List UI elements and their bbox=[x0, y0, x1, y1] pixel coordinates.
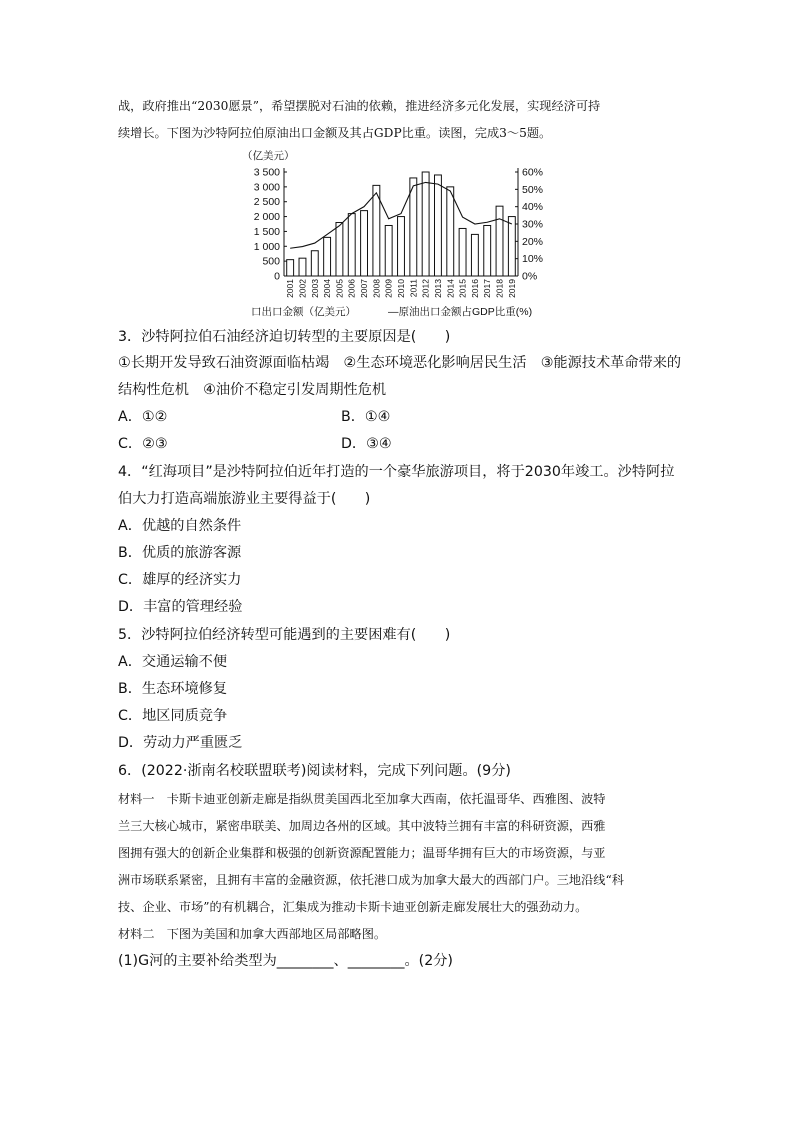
y-right-tick-label: 0% bbox=[522, 270, 538, 283]
q6-stem: 6．(2022·浙南名校联盟联考)阅读材料，完成下列问题。(9分) bbox=[118, 763, 511, 779]
export-bar-2012 bbox=[422, 172, 429, 276]
intro-line-2: 续增长。下图为沙特阿拉伯原油出口金额及其占GDP比重。读图，完成3～5题。 bbox=[118, 126, 552, 140]
export-bar-2006 bbox=[348, 214, 355, 276]
y-left-tick-label: 0 bbox=[274, 270, 280, 283]
x-tick-label: 2004 bbox=[322, 279, 333, 298]
export-bar-2018 bbox=[496, 206, 503, 276]
x-tick-label: 2006 bbox=[346, 279, 357, 298]
q5-option-b: B．生态环境修复 bbox=[118, 681, 228, 697]
y-right-tick-label: 10% bbox=[522, 253, 544, 266]
export-chart bbox=[238, 146, 558, 322]
export-bar-2015 bbox=[459, 228, 466, 276]
q3-option-a: A．①② bbox=[118, 409, 168, 425]
q3-stem: 3．沙特阿拉伯石油经济迫切转型的主要原因是( ) bbox=[118, 329, 451, 345]
q4-option-c: C．雄厚的经济实力 bbox=[118, 572, 242, 588]
q3-option-c: C．②③ bbox=[118, 436, 168, 452]
x-tick-label: 2010 bbox=[396, 279, 406, 298]
export-bar-2016 bbox=[471, 234, 478, 276]
x-tick-label: 2005 bbox=[334, 279, 345, 298]
export-bar-2003 bbox=[311, 251, 318, 276]
export-bar-2001 bbox=[287, 260, 294, 276]
legend-line-label: —原油出口金额占GDP比重(%) bbox=[388, 306, 533, 318]
material-2-line: 材料二 下图为美国和加拿大西部地区局部略图。 bbox=[118, 927, 387, 941]
material-1-line-1: 材料一 卡斯卡迪亚创新走廊是指纵贯美国西北至加拿大西南，依托温哥华、西雅图、波特 bbox=[118, 792, 606, 806]
q5-option-c: C．地区同质竞争 bbox=[118, 708, 228, 724]
x-tick-label: 2008 bbox=[371, 279, 382, 298]
export-bar-2013 bbox=[434, 175, 441, 276]
export-bar-2002 bbox=[299, 258, 306, 276]
x-tick-label: 2001 bbox=[285, 279, 296, 298]
y-left-tick-label: 3 500 bbox=[253, 166, 280, 179]
q5-stem: 5．沙特阿拉伯经济转型可能遇到的主要困难有( ) bbox=[118, 627, 451, 643]
chart-svg bbox=[238, 146, 558, 322]
material-1-line-5: 技、企业、市场”的有机耦合，汇集成为推动卡斯卡迪亚创新走廊发展壮大的强劲动力。 bbox=[118, 900, 588, 914]
x-tick-label: 2015 bbox=[457, 279, 468, 298]
y-left-tick-label: 3 000 bbox=[253, 181, 280, 194]
q5-option-a: A．交通运输不便 bbox=[118, 654, 228, 670]
x-tick-label: 2016 bbox=[469, 279, 480, 298]
x-tick-label: 2002 bbox=[297, 279, 308, 298]
x-tick-label: 2003 bbox=[309, 279, 320, 298]
export-bar-2010 bbox=[398, 217, 405, 276]
x-tick-label: 2013 bbox=[432, 279, 443, 298]
legend-bar-label: 口出口金额（亿美元） bbox=[251, 306, 356, 318]
export-bar-2014 bbox=[447, 187, 454, 276]
export-bar-2017 bbox=[484, 225, 491, 276]
y-left-unit: （亿美元） bbox=[242, 150, 295, 162]
q4-option-b: B．优质的旅游客源 bbox=[118, 545, 242, 561]
export-bar-2007 bbox=[361, 211, 368, 276]
x-tick-label: 2012 bbox=[420, 279, 431, 298]
q4-stem-line-2: 伯大力打造高端旅游业主要得益于( ) bbox=[118, 491, 371, 507]
x-tick-label: 2019 bbox=[506, 279, 517, 298]
x-tick-label: 2007 bbox=[359, 279, 370, 298]
x-tick-label: 2014 bbox=[445, 279, 456, 298]
y-left-tick-label: 1 500 bbox=[253, 225, 280, 238]
q6-sub-question-1: (1)G河的主要补给类型为________、________。(2分) bbox=[118, 953, 453, 969]
material-1-line-3: 图拥有强大的创新企业集群和极强的创新资源配置能力；温哥华拥有巨大的市场资源，与亚 bbox=[118, 846, 606, 860]
export-bar-2005 bbox=[336, 223, 343, 276]
y-right-tick-label: 50% bbox=[522, 183, 544, 196]
q3-options-line-2: 结构性危机 ④油价不稳定引发周期性危机 bbox=[118, 382, 387, 398]
export-bar-2009 bbox=[385, 225, 392, 276]
y-left-tick-label: 1 000 bbox=[253, 240, 280, 253]
y-left-tick-label: 500 bbox=[262, 255, 280, 268]
y-right-tick-label: 40% bbox=[522, 201, 544, 214]
q4-option-a: A．优越的自然条件 bbox=[118, 518, 242, 534]
x-tick-label: 2018 bbox=[494, 279, 505, 298]
x-tick-label: 2011 bbox=[408, 279, 419, 298]
y-left-tick-label: 2 500 bbox=[253, 196, 280, 209]
q5-option-d: D．劳动力严重匮乏 bbox=[118, 735, 243, 751]
q3-option-b: B．①④ bbox=[341, 409, 391, 425]
q3-options-line-1: ①长期开发导致石油资源面临枯竭 ②生态环境恶化影响居民生活 ③能源技术革命带来的 bbox=[118, 355, 682, 371]
q4-option-d: D．丰富的管理经验 bbox=[118, 599, 243, 615]
y-right-tick-label: 30% bbox=[522, 218, 544, 231]
y-right-tick-label: 20% bbox=[522, 235, 544, 248]
export-bar-2019 bbox=[508, 217, 515, 276]
material-1-line-2: 兰三大核心城市，紧密串联美、加周边各州的区域。其中波特兰拥有丰富的科研资源，西雅 bbox=[118, 819, 606, 833]
x-tick-label: 2009 bbox=[383, 279, 394, 298]
x-tick-label: 2017 bbox=[482, 279, 493, 298]
y-left-tick-label: 2 000 bbox=[253, 211, 280, 224]
q3-option-d: D．③④ bbox=[341, 436, 392, 452]
material-1-line-4: 洲市场联系紧密，且拥有丰富的金融资源，依托港口成为加拿大最大的西部门户。三地沿线“科 bbox=[118, 873, 624, 887]
intro-line-1: 战，政府推出“2030愿景”，希望摆脱对石油的依赖，推进经济多元化发展，实现经济可持 bbox=[118, 99, 601, 113]
q4-stem-line-1: 4．“红海项目”是沙特阿拉伯近年打造的一个豪华旅游项目，将于2030年竣工。沙特阿拉 bbox=[118, 464, 675, 480]
y-right-tick-label: 60% bbox=[522, 166, 544, 179]
export-bar-2004 bbox=[324, 237, 331, 276]
